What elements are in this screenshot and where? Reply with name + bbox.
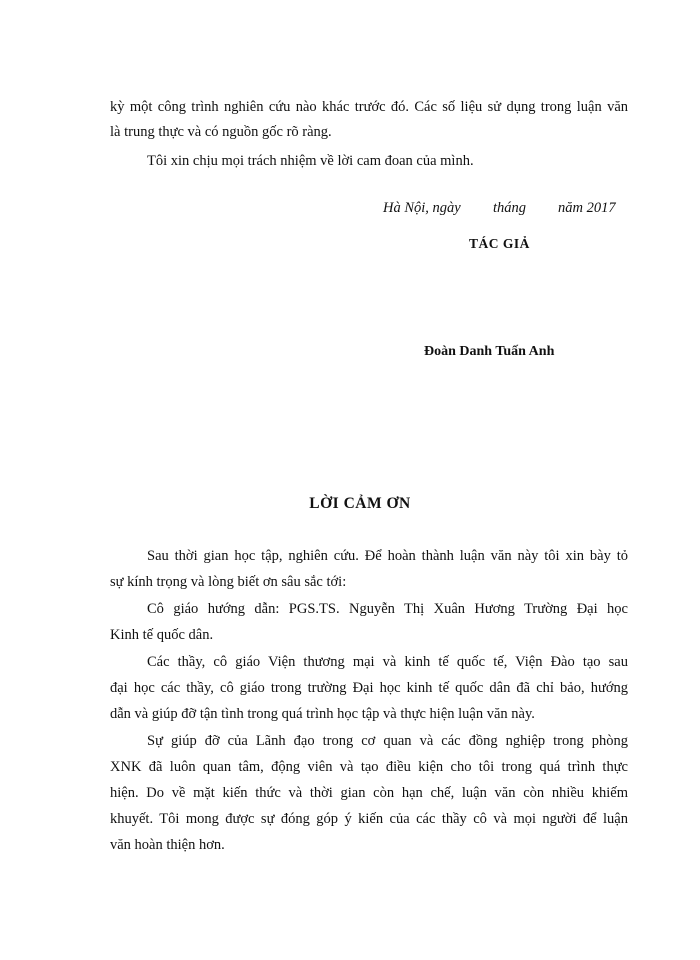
declaration-line: là trung thực và có nguồn gốc rõ ràng. [110,124,332,140]
acknowledgement-line: đại học các thầy, cô giáo trong trường Đại học kinh tế quốc dân đã chỉ bảo, hướng [110,680,628,696]
acknowledgement-line: Kinh tế quốc dân. [110,627,214,643]
acknowledgement-line: khuyết. Tôi mong được sự đóng góp ý kiến của các thầy cô và mọi người để luận [110,811,628,827]
acknowledgement-line: Sau thời gian học tập, nghiên cứu. Để hoàn thành luận văn này tôi xin bày tỏ [147,548,628,564]
author-label: TÁC GIẢ [469,236,530,251]
acknowledgement-line: Sự giúp đỡ của Lãnh đạo trong cơ quan và các đồng nghiệp trong phòng [147,733,628,749]
acknowledgement-line: sự kính trọng và lòng biết ơn sâu sắc tới: [110,574,347,590]
acknowledgement-line: Các thầy, cô giáo Viện thương mại và kinh tế quốc tế, Viện Đào tạo sau [147,654,628,670]
date-month: tháng [493,200,527,216]
date-year: năm 2017 [558,200,616,216]
acknowledgement-line: hiện. Do về mặt kiến thức và thời gian còn hạn chế, luận văn còn nhiều khiếm [110,785,628,801]
author-name: Đoàn Danh Tuấn Anh [424,344,555,359]
acknowledgement-line: Cô giáo hướng dẫn: PGS.TS. Nguyễn Thị Xuân Hương Trường Đại học [147,601,628,617]
declaration-line: kỳ một công trình nghiên cứu nào khác trước đó. Các số liệu sử dụng trong luận văn [110,99,628,115]
acknowledgement-heading: LỜI CẢM ƠN [309,495,411,512]
acknowledgement-line: XNK đã luôn quan tâm, động viên và tạo điều kiện cho tôi trong quá trình thực [110,759,628,775]
date-place: Hà Nội, ngày [383,200,461,216]
acknowledgement-line: dẫn và giúp đỡ tận tình trong quá trình học tập và thực hiện luận văn này. [110,706,535,722]
acknowledgement-line: văn hoàn thiện hơn. [110,837,225,853]
declaration-statement: Tôi xin chịu mọi trách nhiệm về lời cam đoan của mình. [147,153,474,169]
